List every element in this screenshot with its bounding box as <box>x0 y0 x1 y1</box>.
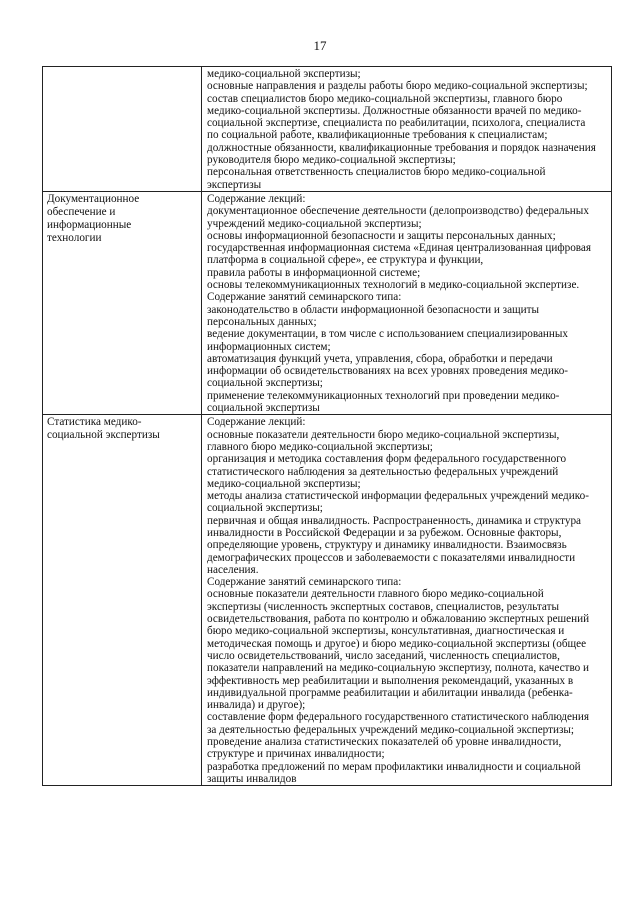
section-content-cell <box>202 67 612 192</box>
page-number: 17 <box>313 38 327 53</box>
content-line: составление форм федерального государственного статистического наблюдения <box>207 711 590 724</box>
content-line: медико-социальной экспертизы; <box>207 477 361 490</box>
content-line: статистического наблюдения за деятельностью федеральных учреждений <box>207 465 559 478</box>
content-line: медико-социальной экспертизы; <box>207 68 361 80</box>
content-line: методы анализа статистической информации федеральных учреждений медико- <box>207 490 589 503</box>
section-content-cell <box>202 415 612 786</box>
content-line: индивидуальной программе реабилитации и абилитации инвалида (ребенка- <box>207 686 573 699</box>
content-line: персональная ответственность специалистов бюро медико-социальной <box>207 166 546 179</box>
content-line: правила работы в информационной системе; <box>207 266 421 279</box>
content-line: основы телекоммуникационных технологий в медико-социальной экспертизе. <box>207 279 580 292</box>
content-line: основные направления и разделы работы бюро медико-социальной экспертизы; <box>207 80 588 93</box>
content-line: определяющие уровень, структуру и динамику инвалидности. Взаимосвязь <box>207 539 567 552</box>
curriculum-table <box>42 66 612 786</box>
content-line: демографических процессов и заболеваемости с показателями инвалидности <box>207 551 576 564</box>
content-line: главного бюро медико-социальной экспертизы; <box>207 440 433 453</box>
content-line: экспертизы (численность экспертных составов, специалистов, результаты <box>207 600 560 613</box>
section-title-cell <box>43 415 202 786</box>
content-line: экспертизы <box>207 178 262 191</box>
content-line: первичная и общая инвалидность. Распространенность, динамика и структура <box>207 514 582 527</box>
content-line: структуре и причинах инвалидности; <box>207 748 385 761</box>
table-row <box>43 191 612 414</box>
section-title-cell <box>43 67 202 192</box>
content-line: основы информационной безопасности и защиты персональных данных; <box>207 229 556 242</box>
content-line: состав специалистов бюро медико-социальной экспертизы, главного бюро <box>207 92 563 105</box>
table-row <box>43 67 612 192</box>
content-line: применение телекоммуникационных технологий при проведении медико- <box>207 389 560 402</box>
content-line: проведение анализа статистических показателей об уровне инвалидности, <box>207 736 562 749</box>
section-title-line: технологии <box>47 231 102 244</box>
content-line: Содержание лекций: <box>207 192 306 205</box>
content-line: социальной экспертизы; <box>207 377 323 390</box>
content-line: должностные обязанности, квалификационные требования и порядок назначения <box>207 141 596 154</box>
content-line: социальной экспертизы <box>207 402 320 415</box>
content-line: разработка предложений по мерам профилактики инвалидности и социальной <box>207 760 581 773</box>
content-line: автоматизация функций учета, управления, сбора, обработки и передачи <box>207 352 553 365</box>
table-row <box>43 415 612 786</box>
content-line: социальной экспертизы; <box>207 502 323 515</box>
content-line: за деятельностью федеральных учреждений медико-социальной экспертизы; <box>207 723 575 736</box>
content-line: освидетельствования, работа по контролю и обжалованию экспертных решений <box>207 613 590 626</box>
content-line: информации об освидетельствованиях на всех уровнях проведения медико- <box>207 365 569 378</box>
content-line: ведение документации, в том числе с использованием специализированных <box>207 328 569 341</box>
content-line: Содержание занятий семинарского типа: <box>207 576 402 589</box>
content-line: Содержание лекций: <box>207 416 306 429</box>
content-line: число освидетельствований, число заседаний, численность специалистов, <box>207 649 560 662</box>
content-line: методическая помощь и другое) и бюро медико-социальной экспертизы (общее <box>207 637 587 650</box>
content-line: инвалидности в Российской Федерации и за рубежом. Основные факторы, <box>207 526 562 539</box>
section-title-line: Статистика медико- <box>47 416 142 429</box>
content-line: основные показатели деятельности главного бюро медико-социальной <box>207 588 544 601</box>
section-title-line: Документационное <box>47 192 140 205</box>
content-line: информационных систем; <box>207 340 331 353</box>
content-line: документационное обеспечение деятельности (делопроизводство) федеральных <box>207 205 589 218</box>
content-line: организация и методика составления форм федерального государственного <box>207 453 567 466</box>
section-title-cell <box>43 191 202 414</box>
content-line: населения. <box>207 563 259 576</box>
content-line: законодательство в области информационной безопасности и защиты <box>207 303 540 316</box>
content-line: инвалида) и другое); <box>207 699 306 712</box>
content-line: показатели направлений на медико-социальную экспертизу, полнота, качество и <box>207 662 590 675</box>
content-line: защиты инвалидов <box>207 772 297 785</box>
content-line: бюро медико-социальной экспертизы, консультативная, диагностическая и <box>207 625 565 638</box>
content-line: социальной экспертизе, специалиста по реабилитации, психолога, специалиста <box>207 117 586 130</box>
section-title-line: информационные <box>47 218 132 231</box>
content-line: по социальной работе, квалификационные требования к специалистам; <box>207 129 548 142</box>
section-title-line: социальной экспертизы <box>47 429 160 442</box>
content-line: Содержание занятий семинарского типа: <box>207 291 402 304</box>
content-line: руководителя бюро медико-социальной экспертизы; <box>207 154 456 167</box>
content-line: медико-социальной экспертизы. Должностные обязанности врачей по медико- <box>207 104 582 117</box>
content-line: учреждений медико-социальной экспертизы; <box>207 217 422 230</box>
content-line: государственная информационная система «Единая централизованная цифровая <box>207 242 592 255</box>
content-line: персональных данных; <box>207 315 317 328</box>
section-content-cell <box>202 191 612 414</box>
content-line: платформа в социальной сфере», ее структура и функции, <box>207 254 484 267</box>
section-title-line: обеспечение и <box>47 205 116 218</box>
content-line: основные показатели деятельности бюро медико-социальной экспертизы, <box>207 428 560 441</box>
content-line: эффективность мер реабилитации и выполнения рекомендаций, указанных в <box>207 674 574 687</box>
